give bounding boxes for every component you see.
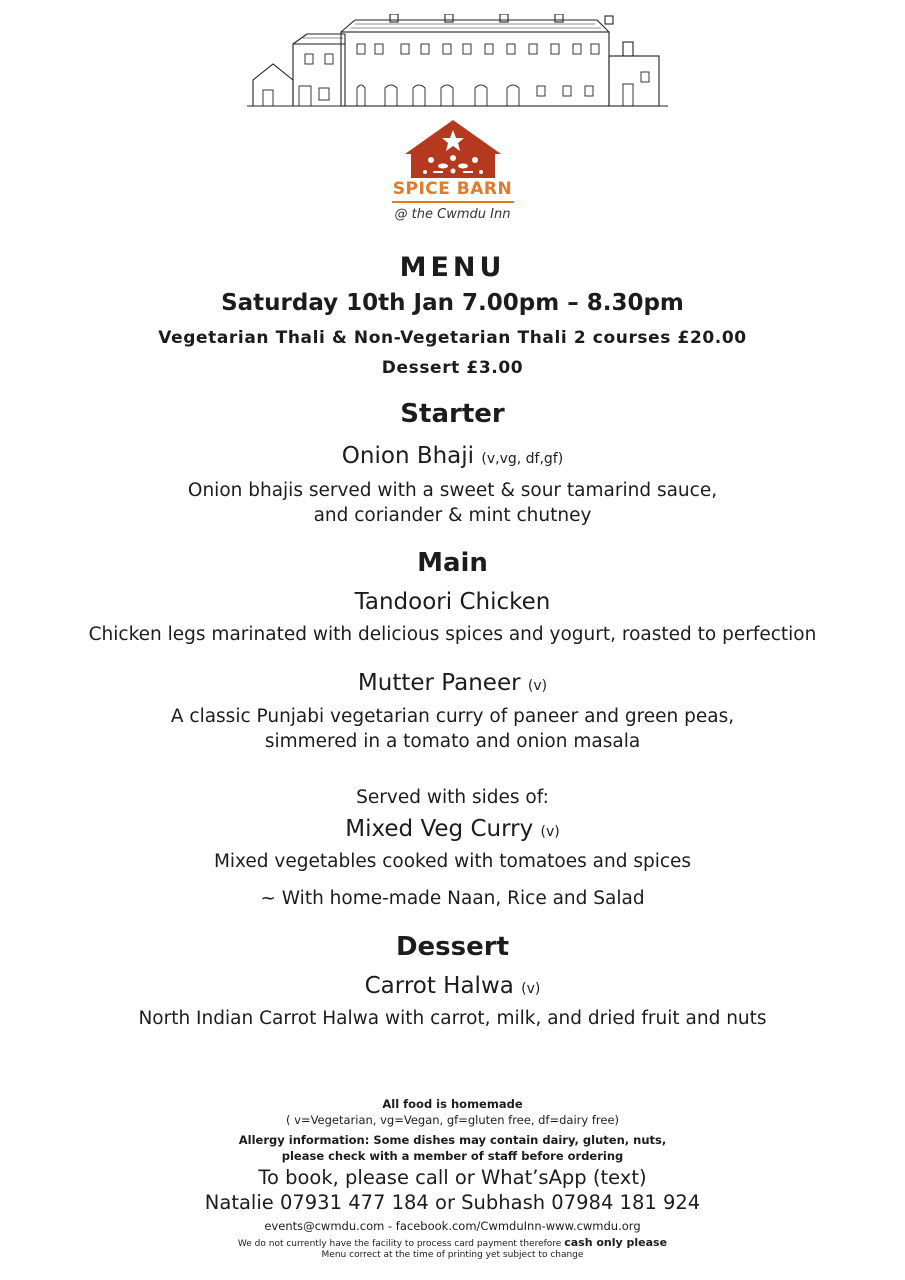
spice-barn-logo-icon	[403, 118, 503, 180]
inn-building-illustration	[245, 14, 670, 110]
main-dish2-tags: (v)	[527, 678, 548, 694]
main-dish1-name: Tandoori Chicken	[354, 589, 551, 615]
main-dish2-name: Mutter Paneer	[357, 670, 521, 696]
brand-underline	[392, 201, 514, 203]
event-date: Saturday 10th Jan 7.00pm – 8.30pm	[221, 290, 684, 316]
footer-homemade: All food is homemade	[382, 1097, 523, 1111]
footer-payment-text: We do not currently have the facility to process card payment therefore	[237, 1239, 562, 1249]
main-dish3-desc: Mixed vegetables cooked with tomatoes and spices	[213, 851, 692, 872]
main-dish3	[0, 816, 905, 842]
footer-contact: events@cwmdu.com - facebook.com/CwmduInn-www.cwmdu.org	[264, 1219, 641, 1233]
sides-intro: Served with sides of:	[356, 787, 549, 808]
starter-heading: Starter	[400, 399, 505, 429]
dessert-price: Dessert £3.00	[381, 358, 524, 378]
dessert-dish	[0, 973, 905, 999]
main-dish1-desc: Chicken legs marinated with delicious spices and yogurt, roasted to perfection	[88, 624, 817, 645]
starter-dish-name: Onion Bhaji	[341, 443, 475, 469]
starter-dish	[0, 443, 905, 469]
brand-name: SPICE BARN	[392, 179, 513, 199]
footer-book-line1: To book, please call or What’sApp (text)	[258, 1166, 647, 1189]
footer-allergy-line2: please check with a member of staff before ordering	[281, 1149, 624, 1163]
starter-desc-line1: Onion bhajis served with a sweet & sour tamarind sauce,	[187, 480, 718, 501]
main-dish3-tags: (v)	[540, 824, 560, 840]
footer-payment	[0, 1236, 905, 1249]
footer-book-line2: Natalie 07931 477 184 or Subhash 07984 181 924	[204, 1191, 701, 1214]
starter-dish-tags: (v,vg, df,gf)	[481, 451, 564, 467]
footer-allergy-line1: Allergy information: Some dishes may contain dairy, gluten, nuts,	[238, 1133, 667, 1147]
dessert-dish-name: Carrot Halwa	[364, 973, 514, 999]
brand-tagline: @ the Cwmdu Inn	[394, 207, 511, 222]
footer-dietary-key: ( v=Vegetarian, vg=Vegan, gf=gluten free, df=dairy free)	[285, 1113, 620, 1127]
menu-title: MENU	[399, 252, 506, 283]
starter-desc-line2: and coriander & mint chutney	[313, 505, 592, 526]
main-heading: Main	[417, 548, 488, 578]
accompaniments: ~ With home-made Naan, Rice and Salad	[260, 888, 645, 909]
main-dish3-name: Mixed Veg Curry	[345, 816, 534, 842]
dessert-dish-tags: (v)	[521, 981, 541, 997]
dessert-heading: Dessert	[395, 932, 510, 962]
thali-price: Vegetarian Thali & Non-Vegetarian Thali 2 courses £20.00	[158, 328, 747, 348]
main-dish2-desc-line1: A classic Punjabi vegetarian curry of paneer and green peas,	[170, 706, 735, 727]
main-dish2	[0, 670, 905, 696]
footer-disclaimer: Menu correct at the time of printing yet subject to change	[321, 1250, 584, 1260]
dessert-desc: North Indian Carrot Halwa with carrot, milk, and dried fruit and nuts	[138, 1008, 767, 1029]
footer-payment-emphasis: cash only please	[564, 1236, 668, 1249]
main-dish2-desc-line2: simmered in a tomato and onion masala	[264, 731, 641, 752]
